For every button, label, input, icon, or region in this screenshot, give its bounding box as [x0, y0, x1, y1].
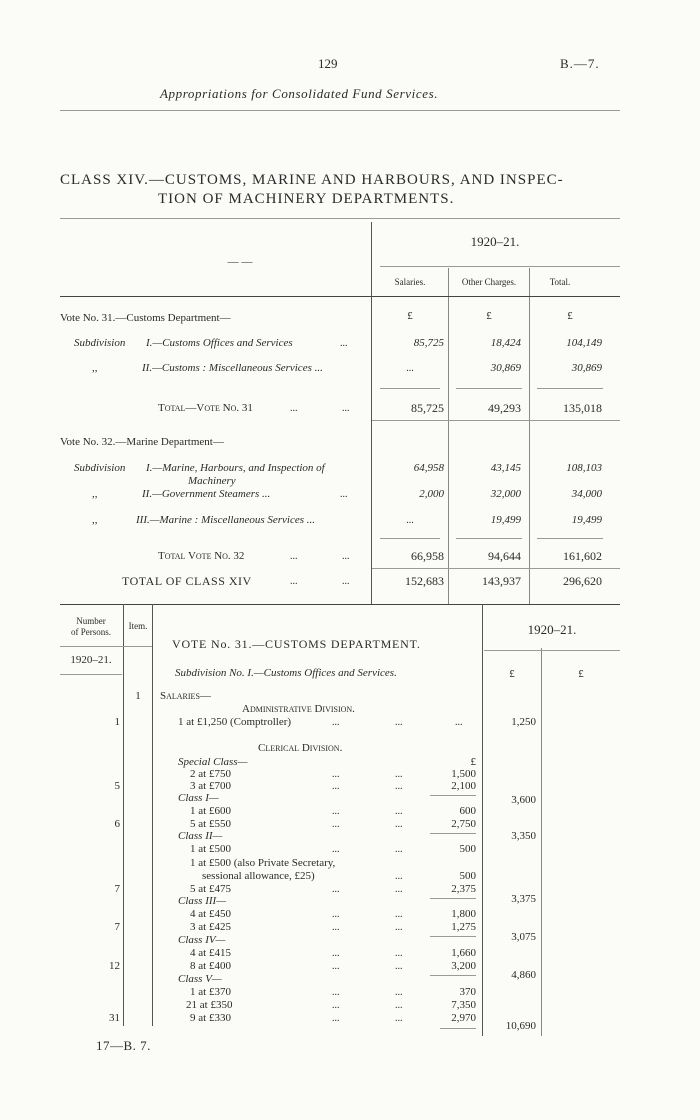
v32-subtotal-rule-3: [537, 538, 603, 539]
class-5-amount-1: 370: [459, 986, 476, 998]
class-4-dots-1a: ...: [332, 948, 340, 959]
class-3-dots-2a: ...: [332, 922, 340, 933]
special-class-rule: [430, 795, 476, 796]
v32-sub1-salaries: 64,958: [413, 462, 444, 474]
v31-total-rule: [372, 420, 620, 421]
class-2-amount-3: 2,375: [451, 883, 476, 895]
v32-total-rule: [372, 568, 620, 569]
v32-sub3-ditto: ,,: [92, 514, 98, 526]
persons-header-rule: [60, 646, 152, 647]
class-5-rule: [440, 1028, 476, 1029]
class-3-line-1: 4 at £450: [190, 908, 231, 920]
col-total-header: Total.: [549, 277, 571, 287]
class-2-amount-2: 500: [459, 870, 476, 882]
class-2-total: 3,375: [511, 893, 536, 905]
class-3-line-2: 3 at £425: [190, 921, 231, 933]
vote-32-heading: Vote No. 32.—Marine Department—: [60, 436, 224, 448]
admin-persons: 1: [114, 716, 120, 728]
summary-top-rule: [60, 218, 620, 219]
special-class-heading: Special Class—: [178, 756, 248, 768]
v31-sub1-other: 18,424: [490, 337, 521, 349]
v31-subtotal-rule-3: [537, 388, 603, 389]
class-1-total: 3,350: [511, 830, 536, 842]
v31-sub2-other: 30,869: [490, 362, 521, 374]
class-4-dots-1b: ...: [395, 948, 403, 959]
v32-sub3-total: 19,499: [571, 514, 602, 526]
class-3-dots-1a: ...: [332, 909, 340, 920]
currency-other: £: [486, 310, 492, 322]
summary-header-rule: [60, 296, 620, 297]
v32-sub2-dots: ...: [340, 489, 348, 500]
v32-sub2-total: 34,000: [571, 488, 602, 500]
class-3-rule: [430, 936, 476, 937]
class-5-line-1: 1 at £370: [190, 986, 231, 998]
v32-sub3-salaries: ...: [406, 515, 414, 526]
class-5-dots-1a: ...: [332, 987, 340, 998]
col-item-header: Item.: [128, 621, 148, 631]
class-1-line-2: 5 at £550: [190, 818, 231, 830]
class-1-heading: Class I—: [178, 792, 219, 804]
class-3-amount-2: 1,275: [451, 921, 476, 933]
class-2-rule: [430, 898, 476, 899]
persons-year: 1920–21.: [70, 654, 112, 666]
class-title-line-1: CLASS XIV.—CUSTOMS, MARINE AND HARBOURS, AND INSPEC-: [60, 172, 564, 188]
total-vote-31-other: 49,293: [488, 401, 521, 415]
admin-dots-2: ...: [395, 717, 403, 728]
class-5-line-2: 21 at £350: [186, 999, 233, 1011]
amount-header-rule: [484, 650, 620, 651]
class-total-other: 143,937: [482, 574, 521, 588]
special-class-persons: 5: [114, 780, 120, 792]
special-class-line-1: 2 at £750: [190, 768, 231, 780]
class-4-line-1: 4 at £415: [190, 947, 231, 959]
class-1-dots-1b: ...: [395, 806, 403, 817]
class-2-line-2b: sessional allowance, £25): [202, 870, 315, 882]
class-2-line-1: 1 at £500: [190, 843, 231, 855]
class-1-dots-2b: ...: [395, 819, 403, 830]
v32-sub3-label: III.—Marine : Miscellaneous Services ...: [136, 514, 316, 526]
total-vote-31-salaries: 85,725: [411, 401, 444, 415]
detail-vline-amount2: [541, 648, 542, 1036]
detail-vline-persons: [123, 604, 124, 1026]
v31-sub2-total: 30,869: [571, 362, 602, 374]
v31-sub2-ditto: ,,: [92, 362, 98, 374]
special-class-amount-2: 2,100: [451, 780, 476, 792]
class-2-line-3: 5 at £475: [190, 883, 231, 895]
total-vote-31-label: Total—Vote No. 31: [158, 402, 253, 414]
col-other-charges-header: Other Charges.: [461, 277, 517, 287]
class-2-persons: 7: [114, 883, 120, 895]
class-1-dots-1a: ...: [332, 806, 340, 817]
special-class-dots-2a: ...: [332, 781, 340, 792]
class-2-line-2a: 1 at £500 (also Private Secretary,: [190, 857, 336, 869]
total-vote-32-total: 161,602: [563, 549, 602, 563]
class-2-dots-1b: ...: [395, 844, 403, 855]
class-5-total: 10,690: [505, 1020, 536, 1032]
v32-sub1-total: 108,103: [566, 462, 602, 474]
page-number: 129: [318, 56, 338, 71]
class-4-total: 4,860: [511, 969, 536, 981]
class-1-rule: [430, 833, 476, 834]
detail-year-heading: 1920–21.: [527, 622, 577, 637]
class-title-line-2: TION OF MACHINERY DEPARTMENTS.: [158, 191, 455, 207]
admin-dots-1: ...: [332, 717, 340, 728]
class-4-rule: [430, 975, 476, 976]
detail-currency-2: £: [578, 668, 584, 680]
class-1-dots-2a: ...: [332, 819, 340, 830]
class-2-dots-2: ...: [395, 871, 403, 882]
summary-year-rule: [380, 266, 620, 267]
special-class-dots-1b: ...: [395, 769, 403, 780]
v31-sub1-total: 104,149: [566, 337, 602, 349]
class-5-persons: 31: [109, 1012, 120, 1024]
class-total-dots-1: ...: [290, 576, 298, 587]
v32-sub2-label: II.—Government Steamers ...: [142, 488, 271, 500]
detail-top-rule: [60, 604, 620, 605]
total-vote-31-total: 135,018: [563, 401, 602, 415]
class-4-dots-2a: ...: [332, 961, 340, 972]
class-2-dots-3a: ...: [332, 884, 340, 895]
v32-sub1-label: I.—Marine, Harbours, and Inspection of: [146, 462, 325, 474]
class-4-dots-2b: ...: [395, 961, 403, 972]
v31-subtotal-rule-2: [456, 388, 522, 389]
total-vote-32-label: Total Vote No. 32: [158, 550, 245, 562]
vote-title: VOTE No. 31.—CUSTOMS DEPARTMENT.: [172, 637, 421, 651]
header-rule: [60, 110, 620, 111]
class-1-line-1: 1 at £600: [190, 805, 231, 817]
v31-subtotal-rule-1: [380, 388, 440, 389]
persons-year-rule: [60, 674, 122, 675]
col-salaries-header: Salaries.: [394, 277, 426, 287]
class-2-heading: Class II—: [178, 830, 223, 842]
class-2-dots-3b: ...: [395, 884, 403, 895]
vote-31-heading: Vote No. 31.—Customs Department—: [60, 312, 231, 324]
class-3-heading: Class III—: [178, 895, 226, 907]
class-5-heading: Class V—: [178, 973, 222, 985]
clerical-division: Clerical Division.: [258, 742, 343, 754]
v31-sub1-prefix: Subdivision: [74, 337, 126, 349]
v32-sub2-other: 32,000: [490, 488, 521, 500]
class-3-persons: 7: [114, 921, 120, 933]
class-5-dots-1b: ...: [395, 987, 403, 998]
col-number-header: Number: [76, 616, 106, 626]
admin-dots-3: ...: [455, 717, 463, 728]
class-4-amount-1: 1,660: [451, 947, 476, 959]
currency-salaries: £: [407, 310, 413, 322]
special-class-dots-2b: ...: [395, 781, 403, 792]
total-vote-32-dots-1: ...: [290, 551, 298, 562]
currency-total: £: [567, 310, 573, 322]
v31-sub1-salaries: 85,725: [413, 337, 444, 349]
class-5-amount-3: 2,970: [451, 1012, 476, 1024]
total-vote-32-other: 94,644: [488, 549, 521, 563]
v32-sub1-prefix: Subdivision: [74, 462, 126, 474]
printer-signature: 17—B. 7.: [96, 1038, 151, 1053]
v31-sub2-label: II.—Customs : Miscellaneous Services ...: [142, 362, 323, 374]
v32-sub2-ditto: ,,: [92, 488, 98, 500]
summary-year-heading: 1920–21.: [470, 234, 520, 249]
class-total-salaries: 152,683: [405, 574, 444, 588]
inner-currency: £: [470, 756, 476, 768]
class-5-dots-2b: ...: [395, 1000, 403, 1011]
special-class-amount-1: 1,500: [451, 768, 476, 780]
total-vote-31-dots-1: ...: [290, 403, 298, 414]
class-4-heading: Class IV—: [178, 934, 226, 946]
class-3-total: 3,075: [511, 931, 536, 943]
class-3-dots-2b: ...: [395, 922, 403, 933]
salaries-heading: Salaries—: [160, 690, 211, 702]
class-1-amount-2: 2,750: [451, 818, 476, 830]
class-4-amount-2: 3,200: [451, 960, 476, 972]
v31-sub1-label: I.—Customs Offices and Services: [146, 337, 293, 349]
v32-subtotal-rule-2: [456, 538, 522, 539]
v32-sub1-other: 43,145: [490, 462, 521, 474]
class-total-total: 296,620: [563, 574, 602, 588]
class-5-dots-3a: ...: [332, 1013, 340, 1024]
v32-sub3-other: 19,499: [490, 514, 521, 526]
v31-sub1-dots: ...: [340, 338, 348, 349]
administrative-division: Administrative Division.: [242, 703, 355, 715]
total-vote-32-salaries: 66,958: [411, 549, 444, 563]
summary-dash-placeholder: — —: [227, 256, 253, 268]
total-vote-31-dots-2: ...: [342, 403, 350, 414]
class-4-persons: 12: [109, 960, 120, 972]
class-5-dots-3b: ...: [395, 1013, 403, 1024]
class-total-dots-2: ...: [342, 576, 350, 587]
class-3-amount-1: 1,800: [451, 908, 476, 920]
document-reference: B.—7.: [560, 56, 600, 71]
detail-vline-item: [152, 604, 153, 1026]
class-1-amount-1: 600: [459, 805, 476, 817]
v31-sub2-salaries: ...: [406, 363, 414, 374]
special-class-dots-1a: ...: [332, 769, 340, 780]
class-5-dots-2a: ...: [332, 1000, 340, 1011]
admin-amount: 1,250: [511, 716, 536, 728]
special-class-total: 3,600: [511, 794, 536, 806]
class-3-dots-1b: ...: [395, 909, 403, 920]
class-5-line-3: 9 at £330: [190, 1012, 231, 1024]
class-5-amount-2: 7,350: [451, 999, 476, 1011]
v32-sub2-salaries: 2,000: [419, 488, 444, 500]
subdivision-heading: Subdivision No. I.—Customs Offices and Services.: [175, 667, 397, 679]
item-number: 1: [135, 690, 141, 702]
class-2-amount-1: 500: [459, 843, 476, 855]
admin-line: 1 at £1,250 (Comptroller): [178, 716, 292, 728]
class-1-persons: 6: [114, 818, 120, 830]
special-class-line-2: 3 at £700: [190, 780, 231, 792]
v32-subtotal-rule-1: [380, 538, 440, 539]
detail-currency-1: £: [509, 668, 515, 680]
detail-vline-amount1: [482, 604, 483, 1036]
col-of-persons-header: of Persons.: [71, 627, 111, 637]
running-title: Appropriations for Consolidated Fund Services.: [160, 86, 439, 101]
total-vote-32-dots-2: ...: [342, 551, 350, 562]
class-4-line-2: 8 at £400: [190, 960, 231, 972]
class-2-dots-1a: ...: [332, 844, 340, 855]
class-total-label: TOTAL OF CLASS XIV: [122, 574, 252, 588]
v32-sub1-label-cont: Machinery: [188, 475, 236, 487]
